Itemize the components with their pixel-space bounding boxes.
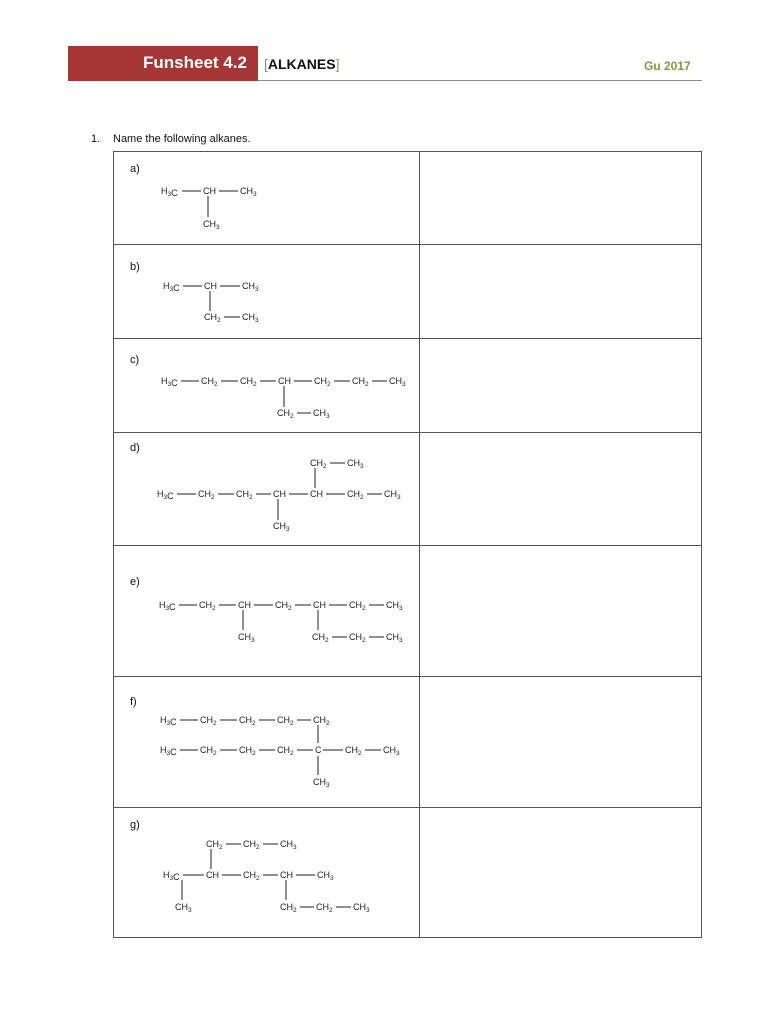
atom-group: $CH_2$ <box>277 745 294 757</box>
formula-b <box>163 281 259 324</box>
atom-group: $CH_3$ <box>313 777 330 789</box>
formula-d <box>157 458 401 533</box>
atom-group: $CH_2$ <box>313 715 330 727</box>
atom-group: $CH_2$ <box>236 489 253 501</box>
atom-group: $CH_2$ <box>199 600 216 612</box>
question-number: 1. <box>91 133 101 145</box>
atom-group: $CH_2$ <box>239 745 256 757</box>
atom-group: $CH_2$ <box>316 902 333 914</box>
atom-group: CH <box>204 281 217 291</box>
atom-group: $CH_3$ <box>280 839 297 851</box>
atom-group: $CH_2$ <box>314 376 331 388</box>
part-g-label: g) <box>130 819 140 831</box>
atom-group: $CH_3$ <box>347 458 364 470</box>
atom-group: $CH_2$ <box>312 632 329 644</box>
atom-group: $CH_2$ <box>243 839 260 851</box>
formula-g <box>163 839 370 914</box>
atom-group: $CH_2$ <box>275 600 292 612</box>
atom-group: $CH_3$ <box>353 902 370 914</box>
atom-group: $CH_3$ <box>238 632 255 644</box>
part-a-label: a) <box>130 163 140 175</box>
atom-group: $CH_3$ <box>386 600 403 612</box>
part-b-label: b) <box>130 261 140 273</box>
atom-group: $CH_2$ <box>201 376 218 388</box>
atom-group: $H_3C$ <box>161 376 178 388</box>
atom-group: $CH_3$ <box>313 408 330 420</box>
formula-a <box>161 186 257 231</box>
atom-group: $H_3C$ <box>163 870 180 882</box>
atom-group: $CH_3$ <box>203 219 220 231</box>
atom-group: $CH_3$ <box>389 376 406 388</box>
atom-group: CH <box>203 186 216 196</box>
atom-group: $CH_2$ <box>243 870 260 882</box>
part-e-label: e) <box>130 576 140 588</box>
atom-group: CH <box>280 870 293 880</box>
atom-group: $H_3C$ <box>160 715 177 727</box>
part-c-label: c) <box>130 354 140 366</box>
part-f-label: f) <box>130 696 137 708</box>
atom-group: $CH_2$ <box>280 902 297 914</box>
atom-group: $CH_3$ <box>240 186 257 198</box>
atom-group: $CH_3$ <box>242 312 259 324</box>
section-bracket-open: [ <box>264 56 268 72</box>
atom-group: $CH_2$ <box>310 458 327 470</box>
atom-group: CH <box>238 600 251 610</box>
atom-group: CH <box>313 600 326 610</box>
section-name: ALKANES <box>267 56 336 72</box>
atom-group: $H_3C$ <box>157 489 174 501</box>
worksheet-title: Funsheet 4.2 <box>143 53 247 72</box>
atom-group: $CH_2$ <box>349 600 366 612</box>
atom-group: $CH_2$ <box>200 745 217 757</box>
section-bracket-close: ] <box>335 56 340 72</box>
atom-group: $H_3C$ <box>160 745 177 757</box>
atom-group: $CH_2$ <box>240 376 257 388</box>
atom-group: $CH_3$ <box>384 489 401 501</box>
question-prompt: Name the following alkanes. <box>113 133 251 145</box>
atom-group: $H_3C$ <box>159 600 176 612</box>
formula-f <box>160 715 400 789</box>
atom-group: $CH_2$ <box>352 376 369 388</box>
atom-group: $CH_3$ <box>386 632 403 644</box>
atom-group: $CH_2$ <box>198 489 215 501</box>
atom-group: $CH_2$ <box>277 408 294 420</box>
author-year: Gu 2017 <box>644 59 691 73</box>
atom-group: $CH_2$ <box>239 715 256 727</box>
atom-group: $CH_3$ <box>317 870 334 882</box>
part-d-label: d) <box>130 442 140 454</box>
atom-group: CH <box>310 489 323 499</box>
atom-group: $CH_3$ <box>175 902 192 914</box>
formula-e <box>159 600 403 644</box>
atom-group: $CH_3$ <box>383 745 400 757</box>
atom-group: $CH_3$ <box>242 281 259 293</box>
atom-group: $H_3C$ <box>163 281 180 293</box>
atom-group: $CH_2$ <box>277 715 294 727</box>
atom-group: $CH_2$ <box>200 715 217 727</box>
atom-group: C <box>315 745 322 755</box>
atom-group: $CH_2$ <box>204 312 221 324</box>
atom-group: $CH_2$ <box>206 839 223 851</box>
atom-group: CH <box>273 489 286 499</box>
atom-group: CH <box>206 870 219 880</box>
formula-c <box>161 376 406 420</box>
atom-group: $CH_2$ <box>347 489 364 501</box>
atom-group: $CH_3$ <box>273 521 290 533</box>
atom-group: $CH_2$ <box>345 745 362 757</box>
atom-group: $CH_2$ <box>349 632 366 644</box>
atom-group: CH <box>278 376 291 386</box>
atom-group: $H_3C$ <box>161 186 178 198</box>
